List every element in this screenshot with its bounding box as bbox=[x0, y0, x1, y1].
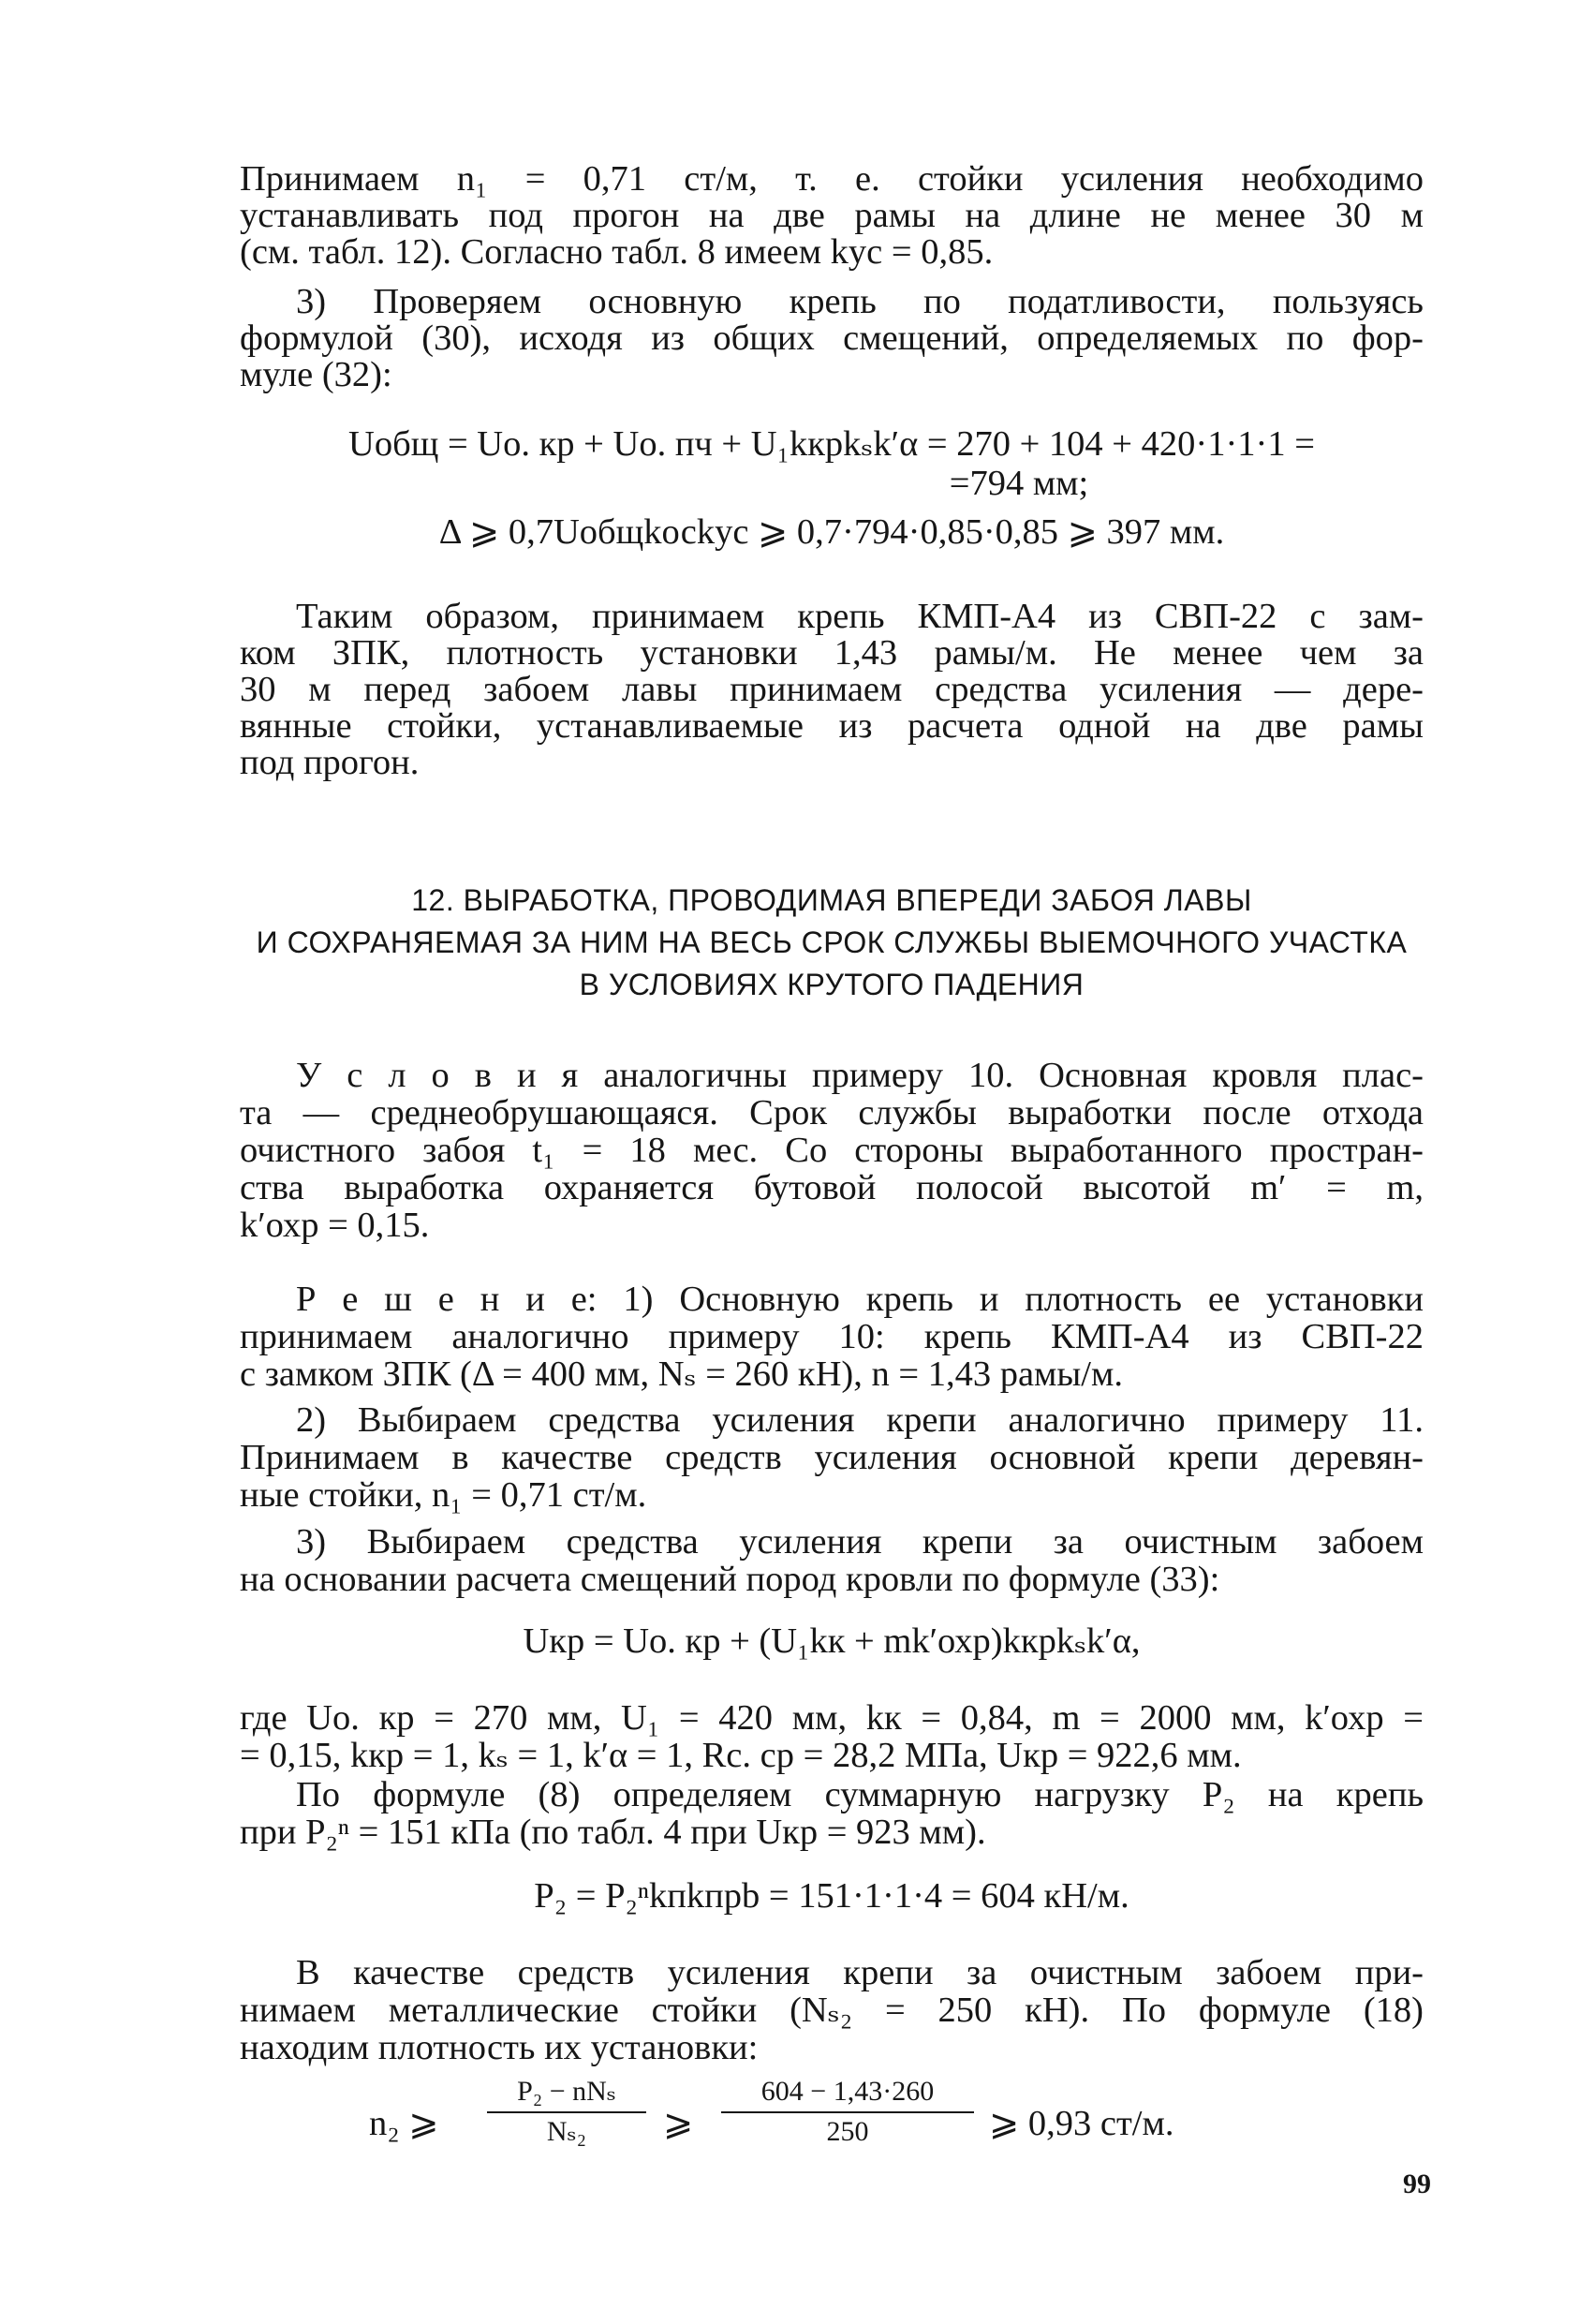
text-line: Р е ш е н и е: 1) Основную крепь и плотность ее установки bbox=[296, 1280, 1424, 1319]
fraction-denominator: 250 bbox=[826, 2116, 869, 2147]
text-line: устанавливать под прогон на две рамы на длине не менее 30 м bbox=[240, 196, 1424, 235]
text-line: под прогон. bbox=[240, 743, 420, 782]
text-line: вянные стойки, устанавливаемые из расчета одной на две рамы bbox=[240, 706, 1424, 746]
text-line: = 0,15, kкр = 1, kₛ = 1, k′α = 1, Rс. ср = 28,2 МПа, Uкр = 922,6 мм. bbox=[240, 1736, 1242, 1775]
text-line: (см. табл. 12). Согласно табл. 8 имеем kус = 0,85. bbox=[240, 232, 994, 272]
text-line: По формуле (8) определяем суммарную нагрузку P₂ на крепь bbox=[296, 1775, 1424, 1814]
equation-lhs: n₂ ⩾ bbox=[369, 2104, 439, 2143]
text-line: У с л о в и я аналогичны примеру 10. Основная кровля плас- bbox=[296, 1056, 1424, 1095]
text-line: формулой (30), исходя из общих смещений, определяемых по фор- bbox=[240, 318, 1424, 358]
page-number: 99 bbox=[1403, 2169, 1431, 2199]
text-line: где Uо. кр = 270 мм, U₁ = 420 мм, kк = 0,84, m = 2000 мм, k′охр = bbox=[240, 1698, 1424, 1738]
text-line: k′охр = 0,15. bbox=[240, 1206, 430, 1245]
equation-line: =794 мм; bbox=[949, 464, 1089, 503]
text-line: 3) Выбираем средства усиления крепи за очистным забоем bbox=[296, 1522, 1424, 1562]
equation-line: P₂ = P₂ⁿkпkпрb = 151·1·1·4 = 604 кН/м. bbox=[534, 1876, 1129, 1916]
heading-line: И СОХРАНЯЕМАЯ ЗА НИМ НА ВЕСЬ СРОК СЛУЖБЫ ВЫЕМОЧНОГО УЧАСТКА bbox=[256, 925, 1408, 959]
equation-relation: ⩾ bbox=[663, 2104, 694, 2143]
heading-line: 12. ВЫРАБОТКА, ПРОВОДИМАЯ ВПЕРЕДИ ЗАБОЯ ЛАВЫ bbox=[411, 883, 1252, 917]
fraction-numerator: P₂ − nNₛ bbox=[517, 2076, 616, 2107]
text-line: 30 м перед забоем лавы принимаем средства усиления — дере- bbox=[240, 670, 1424, 709]
text-line: находим плотность их установки: bbox=[240, 2028, 759, 2067]
fraction-numerator: 604 − 1,43·260 bbox=[760, 2076, 935, 2107]
text-line: та — среднеобрушающаяся. Срок службы выработки после отхода bbox=[240, 1093, 1424, 1132]
text-line: Принимаем в качестве средств усиления основной крепи деревян- bbox=[240, 1438, 1424, 1477]
equation-line: Uкр = Uо. кр + (U₁kк + mk′охр)kкрkₛk′α, bbox=[523, 1621, 1141, 1661]
text-line: ные стойки, n₁ = 0,71 ст/м. bbox=[240, 1475, 647, 1515]
text-line: муле (32): bbox=[240, 355, 392, 394]
text-line: очистного забоя t₁ = 18 мес. Со стороны выработанного простран- bbox=[240, 1131, 1424, 1170]
text-line: с замком ЗПК (Δ = 400 мм, Nₛ = 260 кН), n = 1,43 рамы/м. bbox=[240, 1354, 1123, 1394]
fraction-denominator: Nₛ₂ bbox=[546, 2116, 587, 2147]
text-line: при P₂ⁿ = 151 кПа (по табл. 4 при Uкр = 923 мм). bbox=[240, 1813, 986, 1852]
text-line: Таким образом, принимаем крепь КМП-А4 из СВП-22 с зам- bbox=[296, 597, 1424, 636]
equation-line: Δ ⩾ 0,7Uобщkосkус ⩾ 0,7·794·0,85·0,85 ⩾ 397 мм. bbox=[438, 512, 1225, 552]
equation-line: Uобщ = Uо. кр + Uо. пч + U₁kкрkₛk′α = 270 + 104 + 420·1·1·1 = bbox=[348, 424, 1315, 464]
text-line: 2) Выбираем средства усиления крепи аналогично примеру 11. bbox=[296, 1400, 1424, 1440]
heading-line: В УСЛОВИЯХ КРУТОГО ПАДЕНИЯ bbox=[579, 968, 1085, 1001]
text-line: ком ЗПК, плотность установки 1,43 рамы/м. Не менее чем за bbox=[240, 633, 1424, 673]
equation-rhs: ⩾ 0,93 ст/м. bbox=[989, 2104, 1174, 2143]
text-line: В качестве средств усиления крепи за очистным забоем при- bbox=[296, 1953, 1424, 1992]
text-line: нимаем металлические стойки (Nₛ₂ = 250 кН). По формуле (18) bbox=[240, 1991, 1424, 2030]
text-line: ства выработка охраняется бутовой полосой высотой m′ = m, bbox=[240, 1168, 1424, 1207]
text-line: на основании расчета смещений пород кровли по формуле (33): bbox=[240, 1560, 1220, 1599]
fraction-bar bbox=[487, 2111, 646, 2113]
text-line: 3) Проверяем основную крепь по податливости, пользуясь bbox=[296, 282, 1424, 321]
text-line: принимаем аналогично примеру 10: крепь КМП-А4 из СВП-22 bbox=[240, 1317, 1424, 1356]
text-line: Принимаем n₁ = 0,71 ст/м, т. е. стойки усиления необходимо bbox=[240, 159, 1424, 199]
fraction-bar bbox=[721, 2111, 974, 2113]
